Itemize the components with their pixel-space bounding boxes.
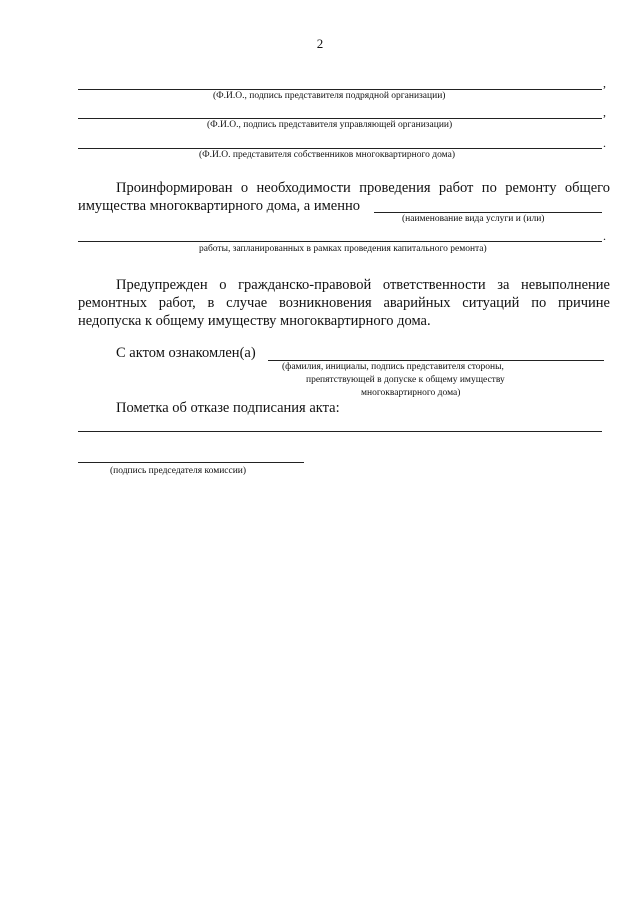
caption-acquainted-1: (фамилия, инициалы, подпись представителя стороны, <box>282 362 504 372</box>
chairman-signature-line <box>78 462 304 463</box>
line-end-mark: , <box>603 105 606 119</box>
caption-works: работы, запланированных в рамках проведения капитального ремонта) <box>199 244 487 254</box>
caption-acquainted-2: препятствующей в допуске к общему имуществу <box>306 375 505 385</box>
refusal-line <box>78 431 602 432</box>
warned-line-3: недопуска к общему имуществу многоквартирного дома. <box>78 313 431 329</box>
caption-management: (Ф.И.О., подпись представителя управляющей организации) <box>207 120 453 130</box>
service-type-line <box>374 212 602 213</box>
warned-line-2: ремонтных работ, в случае возникновения аварийных ситуаций по причине <box>78 295 610 311</box>
informed-line-2: имущества многоквартирного дома, а именно <box>78 198 360 214</box>
caption-contractor: (Ф.И.О., подпись представителя подрядной организации) <box>213 91 446 101</box>
signature-line-owners <box>78 148 602 149</box>
service-type-line-2 <box>78 241 602 242</box>
page-number: 2 <box>316 36 324 51</box>
warned-line-1: Предупрежден о гражданско-правовой ответственности за невыполнение <box>116 277 610 293</box>
caption-service-type: (наименование вида услуги и (или) <box>402 214 545 224</box>
line-end-mark: . <box>603 229 606 243</box>
caption-chairman: (подпись председателя комиссии) <box>110 466 247 476</box>
caption-owners: (Ф.И.О. представителя собственников многоквартирного дома) <box>199 150 455 160</box>
signature-line-contractor <box>78 89 602 90</box>
signature-line-management <box>78 118 602 119</box>
informed-line-1: Проинформирован о необходимости проведения работ по ремонту общего <box>116 180 610 196</box>
refusal-label: Пометка об отказе подписания акта: <box>116 400 340 416</box>
acquainted-signature-line <box>268 360 604 361</box>
caption-acquainted-3: многоквартирного дома) <box>361 388 461 398</box>
line-end-mark: . <box>603 136 606 150</box>
line-end-mark: , <box>603 76 606 90</box>
acquainted-label: С актом ознакомлен(а) <box>116 345 256 361</box>
